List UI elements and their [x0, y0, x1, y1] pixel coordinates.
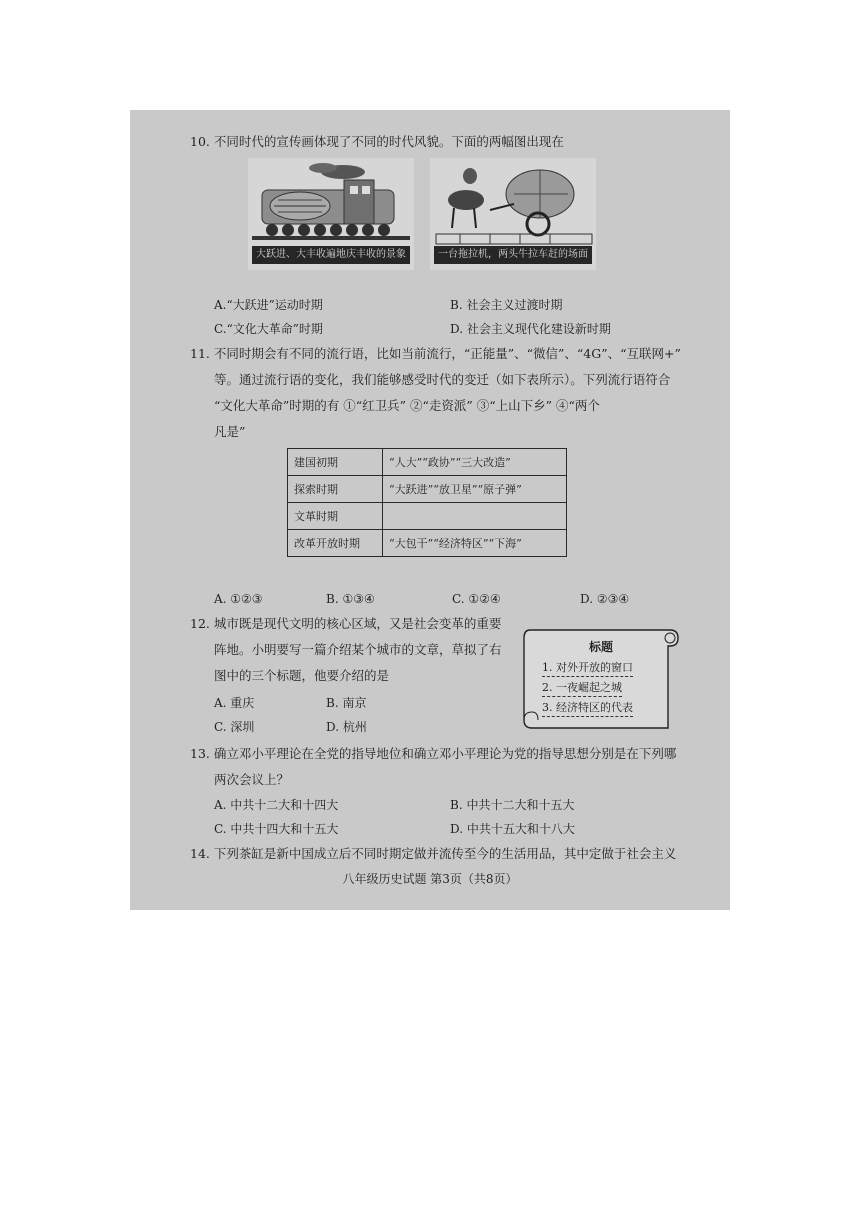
poster-left: [248, 158, 414, 270]
poster-right: [430, 158, 596, 270]
table-era-cell: 探索时期: [288, 476, 383, 503]
title-scroll-figure: [520, 622, 682, 736]
table-row: [288, 476, 567, 503]
table-slang-cell: “大跃进”“放卫星”“原子弹”: [383, 476, 567, 503]
q10-option-d[interactable]: D. 社会主义现代化建设新时期: [450, 322, 611, 336]
q12-option-d[interactable]: D. 杭州: [326, 720, 367, 734]
table-era-cell: 改革开放时期: [288, 530, 383, 557]
q12-option-b[interactable]: B. 南京: [326, 696, 367, 710]
q11-option-a[interactable]: A. ①②③: [214, 592, 263, 606]
q11-line-2: 等。通过流行语的变化，我们能够感受时代的变迁（如下表所示）。下列流行语符合: [214, 372, 671, 387]
poster-right-caption: 一台拖拉机，两头牛拉车赶的场面: [434, 246, 592, 264]
q12-line-2: 阵地。小明要写一篇介绍某个城市的文章，草拟了右: [214, 642, 502, 657]
scroll-item: 1. 对外开放的窗口: [542, 660, 633, 677]
q10-option-a[interactable]: A.“大跃进”运动时期: [214, 298, 323, 312]
scroll-item: 2. 一夜崛起之城: [542, 680, 622, 697]
table-era-cell: 文革时期: [288, 503, 383, 530]
q12-option-c[interactable]: C. 深圳: [214, 720, 255, 734]
q12-line-3: 图中的三个标题，他要介绍的是: [214, 668, 390, 683]
scroll-title: 标题: [588, 640, 613, 654]
table-row: [288, 503, 567, 530]
scroll-item: 3. 经济特区的代表: [542, 700, 633, 717]
q13-option-b[interactable]: B. 中共十二大和十五大: [450, 798, 575, 812]
exam-page: [130, 110, 730, 910]
q11-line-4: 凡是”: [214, 424, 246, 439]
q12-option-a[interactable]: A. 重庆: [214, 696, 255, 710]
q10-option-b[interactable]: B. 社会主义过渡时期: [450, 298, 563, 312]
q14-line-1: 14. 下列茶缸是新中国成立后不同时期定做并流传至今的生活用品，其中定做于社会主义: [190, 846, 677, 861]
q11-option-d[interactable]: D. ②③④: [580, 592, 630, 606]
table-slang-cell: [383, 503, 567, 530]
slang-table: [287, 448, 567, 557]
table-slang-cell: “大包干”“经济特区”“下海”: [383, 530, 567, 557]
q13-line-1: 13. 确立邓小平理论在全党的指导地位和确立邓小平理论为党的指导思想分别是在下列哪: [190, 746, 677, 761]
q13-option-a[interactable]: A. 中共十二大和十四大: [214, 798, 339, 812]
q12-line-1: 12. 城市既是现代文明的核心区域，又是社会变革的重要: [190, 616, 502, 631]
q11-line-1: 11. 不同时期会有不同的流行语，比如当前流行，“正能量”、“微信”、“4G”、“互联网+”: [190, 346, 681, 361]
page-footer: 八年级历史试题 第3页（共8页）: [342, 872, 518, 886]
q13-option-d[interactable]: D. 中共十五大和十八大: [450, 822, 575, 836]
q10-stem: 10. 不同时代的宣传画体现了不同的时代风貌。下面的两幅图出现在: [190, 134, 564, 149]
poster-left-caption: 大跃进、大丰收遍地庆丰收的景象: [252, 246, 410, 264]
table-row: [288, 449, 567, 476]
q11-option-c[interactable]: C. ①②④: [452, 592, 501, 606]
table-era-cell: 建国初期: [288, 449, 383, 476]
q13-option-c[interactable]: C. 中共十四大和十五大: [214, 822, 339, 836]
q11-option-b[interactable]: B. ①③④: [326, 592, 375, 606]
q13-line-2: 两次会议上？: [214, 772, 290, 787]
q11-line-3: “文化大革命”时期的有 ①“红卫兵” ②“走资派” ③“上山下乡” ④“两个: [214, 398, 600, 413]
table-row: [288, 530, 567, 557]
q10-option-c[interactable]: C.“文化大革命”时期: [214, 322, 323, 336]
table-slang-cell: “人大”“政协”“三大改造”: [383, 449, 567, 476]
